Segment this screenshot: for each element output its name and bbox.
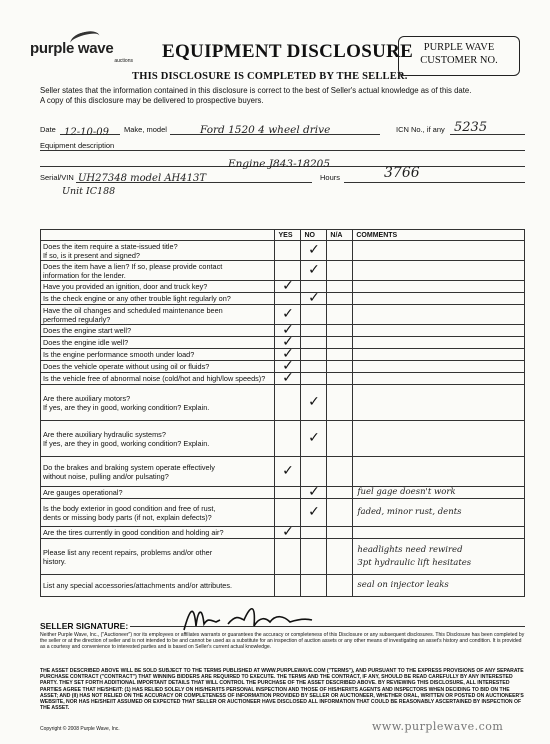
question-cell bbox=[41, 325, 275, 337]
comment-cell[interactable] bbox=[353, 337, 525, 349]
intro-line1: Seller states that the information contained in this disclosure is correct to the best of Seller's actual knowledge as of this date. bbox=[40, 86, 472, 95]
no-checkbox-cell[interactable] bbox=[301, 349, 327, 361]
table-row bbox=[41, 385, 525, 421]
seller-signature-image bbox=[180, 600, 320, 634]
yes-checkbox-cell[interactable]: ✓ bbox=[275, 527, 301, 539]
question-text: Are there auxiliary hydraulic systems? bbox=[43, 429, 166, 439]
na-checkbox-cell[interactable] bbox=[327, 293, 353, 305]
na-checkbox-cell[interactable] bbox=[327, 373, 353, 385]
question-cell bbox=[41, 527, 275, 539]
comment-text: 3pt hydraulic lift hesitates bbox=[357, 557, 472, 568]
question-cell bbox=[41, 281, 275, 293]
table-row bbox=[41, 281, 525, 293]
question-cell bbox=[41, 241, 275, 261]
question-subtext: history. bbox=[43, 556, 66, 566]
customer-box-line1: PURPLE WAVE bbox=[423, 42, 495, 53]
comment-text: fuel gage doesn't work bbox=[357, 487, 456, 497]
yes-checkbox-cell[interactable]: ✓ bbox=[275, 349, 301, 361]
question-cell bbox=[41, 261, 275, 281]
question-text: Are gauges operational? bbox=[43, 488, 123, 497]
table-row bbox=[41, 373, 525, 385]
no-checkbox-cell[interactable] bbox=[301, 575, 327, 597]
no-checkbox-cell[interactable]: ✓ bbox=[301, 487, 327, 499]
no-checkbox-cell[interactable] bbox=[301, 373, 327, 385]
question-text: Does the engine start well? bbox=[43, 326, 132, 335]
na-checkbox-cell[interactable] bbox=[327, 421, 353, 457]
yes-checkbox-cell[interactable] bbox=[275, 293, 301, 305]
question-cell bbox=[41, 385, 275, 421]
no-header: NO bbox=[301, 230, 327, 241]
yes-checkbox-cell[interactable]: ✓ bbox=[275, 373, 301, 385]
make-model-field[interactable] bbox=[170, 120, 380, 135]
comment-cell[interactable] bbox=[353, 421, 525, 457]
equipment-description-label: Equipment description bbox=[40, 141, 115, 150]
question-cell bbox=[41, 499, 275, 527]
question-cell bbox=[41, 457, 275, 487]
na-checkbox-cell[interactable] bbox=[327, 261, 353, 281]
no-checkbox-cell[interactable] bbox=[301, 305, 327, 325]
table-row bbox=[41, 241, 525, 261]
question-cell bbox=[41, 575, 275, 597]
comment-text: faded, minor rust, dents bbox=[357, 507, 462, 517]
no-checkbox-cell[interactable]: ✓ bbox=[301, 241, 327, 261]
na-header: N/A bbox=[327, 230, 353, 241]
serial-vin-field[interactable] bbox=[76, 168, 312, 183]
question-text: Are there auxiliary motors? bbox=[43, 393, 131, 403]
make-model-value: Ford 1520 4 wheel drive bbox=[200, 124, 331, 136]
comments-header: COMMENTS bbox=[353, 230, 525, 241]
table-header-row bbox=[41, 230, 525, 241]
date-value: 12-10-09 bbox=[64, 127, 109, 138]
intro-text bbox=[40, 86, 530, 106]
intro-line2: A copy of this disclosure may be delivered to prospective buyers. bbox=[40, 96, 264, 105]
na-checkbox-cell[interactable] bbox=[327, 487, 353, 499]
hours-field[interactable] bbox=[344, 164, 525, 183]
na-checkbox-cell[interactable] bbox=[327, 527, 353, 539]
yes-checkbox-cell[interactable] bbox=[275, 385, 301, 421]
engine-value: Engine J843-18205 bbox=[228, 158, 331, 170]
copyright-text: Copyright © 2008 Purple Wave, Inc. bbox=[40, 726, 120, 732]
no-checkbox-cell[interactable]: ✓ bbox=[301, 293, 327, 305]
make-model-label: Make, model bbox=[124, 125, 167, 134]
description-line-1 bbox=[40, 150, 525, 151]
unit-value: Unit IC188 bbox=[62, 186, 116, 197]
disclaimer-paragraph: Neither Purple Wave, Inc., ("Auctioneer") nor its employees or affiliates warrants or guarantees the accuracy or completeness of this Disclosure or any subsequent disclosures. This Disclosure has been completed by the seller or at the direction of seller and is not intended to be and cannot be used as a substitute for an inspection of auction assets or any other means of investigating an asset's history and condition. It is provided as a courtesy and convenience to interested parties and is based on Seller's current actual knowledge. bbox=[40, 632, 525, 651]
table-row bbox=[41, 539, 525, 575]
table-row bbox=[41, 457, 525, 487]
question-cell bbox=[41, 337, 275, 349]
yes-header: YES bbox=[275, 230, 301, 241]
comment-cell[interactable] bbox=[353, 261, 525, 281]
date-field[interactable] bbox=[60, 122, 120, 138]
table-row bbox=[41, 487, 525, 499]
comment-cell[interactable] bbox=[353, 575, 525, 597]
question-text: Does the item have a lien? If so, please provide contact bbox=[43, 261, 223, 271]
na-checkbox-cell[interactable] bbox=[327, 457, 353, 487]
yes-checkbox-cell[interactable]: ✓ bbox=[275, 361, 301, 373]
yes-checkbox-cell[interactable]: ✓ bbox=[275, 325, 301, 337]
icn-label: ICN No., if any bbox=[396, 125, 445, 134]
yes-checkbox-cell[interactable]: ✓ bbox=[275, 305, 301, 325]
question-subtext: information for the lender. bbox=[43, 270, 126, 280]
no-checkbox-cell[interactable] bbox=[301, 527, 327, 539]
comment-cell[interactable] bbox=[353, 539, 525, 575]
no-checkbox-cell[interactable]: ✓ bbox=[301, 421, 327, 457]
table-row bbox=[41, 293, 525, 305]
na-checkbox-cell[interactable] bbox=[327, 385, 353, 421]
comment-cell[interactable] bbox=[353, 487, 525, 499]
question-subtext: without noise, pulling and/or pulsating? bbox=[43, 471, 169, 481]
comment-cell[interactable] bbox=[353, 457, 525, 487]
comment-cell[interactable] bbox=[353, 527, 525, 539]
question-cell bbox=[41, 361, 275, 373]
no-checkbox-cell[interactable] bbox=[301, 539, 327, 575]
na-checkbox-cell[interactable] bbox=[327, 305, 353, 325]
na-checkbox-cell[interactable] bbox=[327, 361, 353, 373]
question-text: Are the tires currently in good condition and holding air? bbox=[43, 528, 224, 537]
yes-checkbox-cell[interactable] bbox=[275, 241, 301, 261]
na-checkbox-cell[interactable] bbox=[327, 575, 353, 597]
website-watermark: www.purplewave.com bbox=[372, 720, 504, 733]
no-checkbox-cell[interactable]: ✓ bbox=[301, 385, 327, 421]
question-cell bbox=[41, 349, 275, 361]
yes-checkbox-cell[interactable]: ✓ bbox=[275, 281, 301, 293]
comment-cell[interactable] bbox=[353, 385, 525, 421]
hours-label: Hours bbox=[320, 173, 341, 182]
no-checkbox-cell[interactable]: ✓ bbox=[301, 499, 327, 527]
table-row bbox=[41, 527, 525, 539]
question-subtext: If yes, are they in good, working condition? Explain. bbox=[43, 402, 210, 412]
no-checkbox-cell[interactable] bbox=[301, 361, 327, 373]
logo-text: purple wave bbox=[30, 40, 114, 57]
na-checkbox-cell[interactable] bbox=[327, 349, 353, 361]
table-row bbox=[41, 421, 525, 457]
purple-wave-logo bbox=[30, 40, 135, 80]
question-text: Have the oil changes and scheduled maintenance been bbox=[43, 305, 223, 315]
question-subtext: performed regularly? bbox=[43, 314, 111, 324]
question-header bbox=[41, 230, 275, 241]
yes-checkbox-cell[interactable]: ✓ bbox=[275, 457, 301, 487]
question-text: Does the item require a state-issued title? bbox=[43, 241, 178, 251]
comment-text: seal on injector leaks bbox=[357, 580, 449, 590]
comment-cell[interactable] bbox=[353, 499, 525, 527]
serial-vin-label: Serial/VIN bbox=[40, 173, 74, 182]
yes-checkbox-cell[interactable] bbox=[275, 575, 301, 597]
question-subtext: dents or missing body parts (if not, explain defects)? bbox=[43, 512, 212, 522]
yes-checkbox-cell[interactable] bbox=[275, 499, 301, 527]
na-checkbox-cell[interactable] bbox=[327, 539, 353, 575]
yes-checkbox-cell[interactable]: ✓ bbox=[275, 337, 301, 349]
comment-cell[interactable] bbox=[353, 373, 525, 385]
hours-value: 3766 bbox=[384, 165, 420, 181]
disclosure-table bbox=[40, 229, 525, 597]
comment-cell[interactable] bbox=[353, 305, 525, 325]
question-text: Does the engine idle well? bbox=[43, 338, 129, 347]
table-row bbox=[41, 575, 525, 597]
no-checkbox-cell[interactable] bbox=[301, 457, 327, 487]
comment-cell[interactable] bbox=[353, 325, 525, 337]
question-subtext: If yes, are they in good, working condition? Explain. bbox=[43, 438, 210, 448]
na-checkbox-cell[interactable] bbox=[327, 281, 353, 293]
page-subtitle: THIS DISCLOSURE IS COMPLETED BY THE SELLER. bbox=[132, 71, 408, 82]
question-text: Please list any recent repairs, problems and/or other bbox=[43, 547, 213, 557]
no-checkbox-cell[interactable]: ✓ bbox=[301, 261, 327, 281]
terms-paragraph: THE ASSET DESCRIBED ABOVE WILL BE SOLD SUBJECT TO THE TERMS PUBLISHED AT WWW.PURPLEWAVE.COM ("TERMS"), AND PURSUANT TO THE EXPRESS PROVISIONS OF ANY SEPARATE PURCHASE CONTRACT ("CONTRACT") THAT WINNING BIDDERS ARE REQUIRED TO EXECUTE. THE TERMS AND THE CONTRACT, IF ANY, SHOULD BE READ CAREFULLY BY ANY INTERESTED PARTY. THEY SET FORTH ADDITIONAL IMPORTANT DETAILS THAT WILL CONTROL THE PURCHASE OF THE ASSET DESCRIBED ABOVE. BY REVIEWING THIS DISCLOSURE, ALL INTERESTED PARTIES AGREE THAT HE/SHE/IT: (1) HAS RELIED SOLELY ON HIS/HER/ITS PERSONAL INSPECTION AND THOSE OF HIS/HER/ITS AGENTS AND INSPECTORS WHEN DECIDING TO BID ON THE ASSET; AND (II) HAS NOT RELIED ON THE ACCURACY OR COMPLETENESS OF INFORMATION PROVIDED BY SELLER OR AUCTIONEER, WHETHER ORAL, WRITTEN OR POSTED ON AUCTIONEER'S WEBSITE, NOR HAS HE/SHE/IT ASSUMED OR EXPECTED THAT SELLER OR AUCTIONEER HAVE DISCLOSED ALL INFORMATION THAT COULD BE REASONABLY ASCERTAINED BY INSPECTION OF THE ASSET. bbox=[40, 668, 524, 712]
question-cell bbox=[41, 421, 275, 457]
logo-subtext: auctions bbox=[114, 58, 133, 64]
question-text: Is the body exterior in good condition and free of rust, bbox=[43, 503, 216, 513]
seller-signature-label: SELLER SIGNATURE: bbox=[40, 621, 129, 631]
serial-vin-value: UH27348 model AH413T bbox=[78, 173, 207, 184]
yes-checkbox-cell[interactable] bbox=[275, 487, 301, 499]
icn-value: 5235 bbox=[454, 120, 488, 135]
question-text: Is the engine performance smooth under load? bbox=[43, 350, 195, 359]
question-cell bbox=[41, 373, 275, 385]
comment-cell[interactable] bbox=[353, 293, 525, 305]
question-text: List any special accessories/attachments and/or attributes. bbox=[43, 581, 233, 590]
yes-checkbox-cell[interactable] bbox=[275, 539, 301, 575]
question-cell bbox=[41, 487, 275, 499]
icn-field[interactable] bbox=[450, 118, 525, 135]
question-text: Do the brakes and braking system operate effectively bbox=[43, 462, 215, 472]
question-text: Is the vehicle free of abnormal noise (cold/hot and high/low speeds)? bbox=[43, 374, 266, 383]
comment-text: headlights need rewired bbox=[357, 544, 463, 555]
no-checkbox-cell[interactable] bbox=[301, 325, 327, 337]
na-checkbox-cell[interactable] bbox=[327, 325, 353, 337]
question-subtext: If so, is it present and signed? bbox=[43, 250, 140, 260]
comment-cell[interactable] bbox=[353, 361, 525, 373]
question-cell bbox=[41, 539, 275, 575]
customer-box-line2: CUSTOMER NO. bbox=[420, 55, 498, 66]
page-title: EQUIPMENT DISCLOSURE bbox=[162, 41, 414, 62]
comment-cell[interactable] bbox=[353, 281, 525, 293]
comment-cell[interactable] bbox=[353, 349, 525, 361]
na-checkbox-cell[interactable] bbox=[327, 499, 353, 527]
table-row bbox=[41, 499, 525, 527]
question-cell bbox=[41, 293, 275, 305]
yes-checkbox-cell[interactable] bbox=[275, 421, 301, 457]
question-text: Does the vehicle operate without using oil or fluids? bbox=[43, 362, 210, 371]
na-checkbox-cell[interactable] bbox=[327, 337, 353, 349]
no-checkbox-cell[interactable] bbox=[301, 337, 327, 349]
na-checkbox-cell[interactable] bbox=[327, 241, 353, 261]
customer-number-box[interactable] bbox=[398, 36, 520, 76]
question-text: Have you provided an ignition, door and truck key? bbox=[43, 282, 208, 291]
date-label: Date bbox=[40, 125, 56, 134]
question-text: Is the check engine or any other trouble light regularly on? bbox=[43, 294, 231, 303]
question-cell bbox=[41, 305, 275, 325]
comment-cell[interactable] bbox=[353, 241, 525, 261]
